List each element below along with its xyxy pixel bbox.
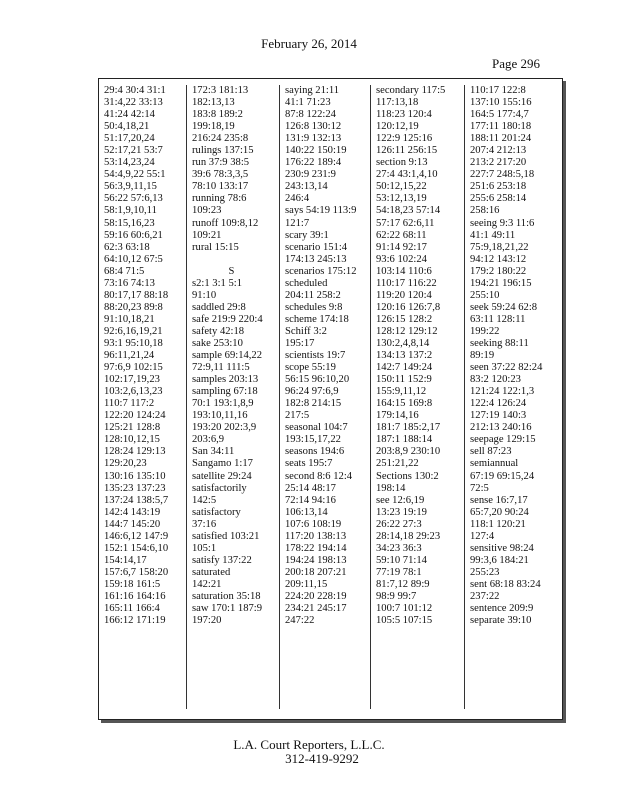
index-line: 41:1 71:23 bbox=[285, 97, 331, 109]
index-line: scientists 19:7 bbox=[285, 350, 346, 362]
index-line: 172:3 181:13 bbox=[192, 85, 249, 96]
index-line: 142:5 bbox=[192, 494, 217, 506]
index-line: 64:10,12 67:5 bbox=[104, 253, 163, 265]
index-line: 27:4 43:1,4,10 bbox=[376, 169, 438, 181]
index-line bbox=[192, 254, 279, 266]
index-line: 93:6 102:24 bbox=[376, 253, 427, 265]
index-line: sense 16:7,17 bbox=[470, 494, 528, 506]
index-line: 247:22 bbox=[285, 615, 315, 627]
index-line: 159:18 161:5 bbox=[104, 578, 161, 590]
index-line: seeking 88:11 bbox=[470, 337, 529, 349]
index-line: 122:20 124:24 bbox=[104, 410, 166, 422]
index-line: 130:16 135:10 bbox=[104, 470, 166, 482]
index-line: schedules 9:8 bbox=[285, 301, 343, 313]
index-line: 120:12,19 bbox=[376, 121, 419, 133]
index-line: 188:11 201:24 bbox=[470, 133, 532, 145]
index-line: 161:16 164:16 bbox=[104, 590, 166, 602]
index-line: 34:23 36:3 bbox=[376, 542, 422, 554]
index-line: 199:18,19 bbox=[192, 121, 235, 133]
index-line: 93:1 95:10,18 bbox=[104, 337, 163, 349]
index-line: 144:7 145:20 bbox=[104, 518, 161, 530]
index-line: satisfied 103:21 bbox=[192, 530, 260, 542]
index-line: 37:16 bbox=[192, 518, 217, 530]
index-line: 72:14 94:16 bbox=[285, 494, 336, 506]
index-line: seen 37:22 82:24 bbox=[470, 362, 543, 374]
index-line: 213:2 217:20 bbox=[470, 157, 527, 169]
index-line: 107:6 108:19 bbox=[285, 518, 342, 530]
index-line: 88:20,23 89:8 bbox=[104, 301, 163, 313]
index-line: 230:9 231:9 bbox=[285, 169, 336, 181]
index-line: 126:15 128:2 bbox=[376, 313, 433, 325]
index-line: 137:10 155:16 bbox=[470, 97, 532, 109]
index-line: 182:8 214:15 bbox=[285, 398, 342, 410]
index-line: 65:7,20 90:24 bbox=[470, 506, 529, 518]
index-line: 28:14,18 29:23 bbox=[376, 530, 441, 542]
index-line: scheme 174:18 bbox=[285, 313, 349, 325]
index-line: 121:7 bbox=[285, 217, 310, 229]
index-line: 56:15 96:10,20 bbox=[285, 374, 350, 386]
index-line: 59:16 60:6,21 bbox=[104, 229, 163, 241]
index-line: second 8:6 12:4 bbox=[285, 470, 353, 482]
index-line: 92:6,16,19,21 bbox=[104, 325, 163, 337]
index-line: 39:6 78:3,3,5 bbox=[192, 169, 249, 181]
index-line: 26:22 27:3 bbox=[376, 518, 422, 530]
index-line: 63:11 128:11 bbox=[470, 313, 526, 325]
index-line: 29:4 30:4 31:1 bbox=[104, 85, 166, 96]
index-line: 131:9 132:13 bbox=[285, 133, 342, 145]
index-line: 67:19 69:15,24 bbox=[470, 470, 535, 482]
index-line: 183:8 189:2 bbox=[192, 109, 243, 121]
index-line: 83:2 120:23 bbox=[470, 374, 521, 386]
index-line: 96:24 97:6,9 bbox=[285, 386, 339, 398]
index-line: 51:17,20,24 bbox=[104, 133, 155, 145]
index-line: 53:12,13,19 bbox=[376, 193, 427, 205]
index-line: 105:1 bbox=[192, 542, 217, 554]
index-line: 155:9,11,12 bbox=[376, 386, 427, 398]
index-line: 130:2,4,8,14 bbox=[376, 337, 430, 349]
index-line: 100:7 101:12 bbox=[376, 603, 433, 615]
index-line: 199:22 bbox=[470, 325, 500, 337]
index-line: running 78:6 bbox=[192, 193, 247, 205]
index-column-1 bbox=[99, 85, 186, 709]
index-line: 99:3,6 184:21 bbox=[470, 554, 529, 566]
index-line: 59:10 71:14 bbox=[376, 554, 427, 566]
index-line: 53:14,23,24 bbox=[104, 157, 155, 169]
index-line: 126:8 130:12 bbox=[285, 121, 342, 133]
index-line: 216:24 235:8 bbox=[192, 133, 249, 145]
footer bbox=[0, 738, 618, 766]
index-line: 91:10,18,21 bbox=[104, 313, 155, 325]
index-line: rural 15:15 bbox=[192, 241, 239, 253]
index-line: 178:22 194:14 bbox=[285, 542, 347, 554]
index-line: 127:19 140:3 bbox=[470, 410, 527, 422]
index-line: 80:17,17 88:18 bbox=[104, 289, 169, 301]
index-line: 117:20 138:13 bbox=[285, 530, 347, 542]
index-line: scenarios 175:12 bbox=[285, 265, 357, 277]
index-line: 62:22 68:11 bbox=[376, 229, 427, 241]
index-line: 237:22 bbox=[470, 590, 500, 602]
index-line: says 54:19 113:9 bbox=[285, 205, 357, 217]
index-line: 193:20 202:3,9 bbox=[192, 422, 257, 434]
index-line: 129:20,23 bbox=[104, 458, 147, 470]
index-line: semiannual bbox=[470, 458, 519, 470]
index-line: 122:9 125:16 bbox=[376, 133, 433, 145]
index-line: 194:24 198:13 bbox=[285, 554, 347, 566]
index-line: 152:1 154:6,10 bbox=[104, 542, 169, 554]
index-line: saturation 35:18 bbox=[192, 590, 261, 602]
index-line: 128:10,12,15 bbox=[104, 434, 160, 446]
index-line: 227:7 248:5,18 bbox=[470, 169, 535, 181]
index-line: seeing 9:3 11:6 bbox=[470, 217, 535, 229]
index-line: 142:4 143:19 bbox=[104, 506, 161, 518]
index-line: 72:9,11 111:5 bbox=[192, 362, 250, 374]
index-line: 94:12 143:12 bbox=[470, 253, 527, 265]
index-line: scary 39:1 bbox=[285, 229, 329, 241]
index-line: secondary 117:5 bbox=[376, 85, 446, 96]
index-line: sake 253:10 bbox=[192, 337, 243, 349]
index-line: 50:4,18,21 bbox=[104, 121, 150, 133]
index-line: 91:10 bbox=[192, 289, 217, 301]
index-line: 13:23 19:19 bbox=[376, 506, 427, 518]
index-column-4 bbox=[370, 85, 464, 709]
index-line: 146:6,12 147:9 bbox=[104, 530, 169, 542]
index-line: 193:15,17,22 bbox=[285, 434, 341, 446]
index-line: 177:11 180:18 bbox=[470, 121, 532, 133]
index-line: seasons 194:6 bbox=[285, 446, 345, 458]
index-line: safe 219:9 220:4 bbox=[192, 313, 263, 325]
index-line: 140:22 150:19 bbox=[285, 145, 347, 157]
index-line: saw 170:1 187:9 bbox=[192, 603, 263, 615]
index-line: 194:21 196:15 bbox=[470, 277, 532, 289]
index-line: 125:21 128:8 bbox=[104, 422, 161, 434]
index-line: San 34:11 bbox=[192, 446, 235, 458]
index-line: 77:19 78:1 bbox=[376, 566, 422, 578]
index-line: 187:1 188:14 bbox=[376, 434, 433, 446]
index-line: Sangamo 1:17 bbox=[192, 458, 253, 470]
index-line: 52:17,21 53:7 bbox=[104, 145, 163, 157]
index-line: sell 87:23 bbox=[470, 446, 512, 458]
index-line: satisfactory bbox=[192, 506, 241, 518]
index-column-2 bbox=[186, 85, 279, 709]
index-line: 174:13 245:13 bbox=[285, 253, 347, 265]
index-line: 204:11 258:2 bbox=[285, 289, 341, 301]
index-line: 50:12,15,22 bbox=[376, 181, 427, 193]
index-line: sent 68:18 83:24 bbox=[470, 578, 541, 590]
index-line: 117:13,18 bbox=[376, 97, 419, 109]
index-line: scope 55:19 bbox=[285, 362, 336, 374]
index-line: 207:4 212:13 bbox=[470, 145, 527, 157]
index-line: seats 195:7 bbox=[285, 458, 333, 470]
index-line: 128:12 129:12 bbox=[376, 325, 438, 337]
index-line: 118:1 120:21 bbox=[470, 518, 526, 530]
index-line: 41:24 42:14 bbox=[104, 109, 155, 121]
index-line: saying 21:11 bbox=[285, 85, 340, 96]
index-line: 78:10 133:17 bbox=[192, 181, 249, 193]
index-line: 126:11 256:15 bbox=[376, 145, 438, 157]
index-line: 109:21 bbox=[192, 229, 222, 241]
index-line: samples 203:13 bbox=[192, 374, 259, 386]
index-line: 68:4 71:5 bbox=[104, 265, 145, 277]
index-line: 118:23 120:4 bbox=[376, 109, 432, 121]
index-line: 73:16 74:13 bbox=[104, 277, 155, 289]
footer-phone: 312-419-9292 bbox=[285, 751, 359, 766]
index-line: see 12:6,19 bbox=[376, 494, 425, 506]
index-line: saturated bbox=[192, 566, 231, 578]
index-line: 102:17,19,23 bbox=[104, 374, 160, 386]
index-line: Sections 130:2 bbox=[376, 470, 439, 482]
index-line: saddled 29:8 bbox=[192, 301, 246, 313]
index-line: 203:6,9 bbox=[192, 434, 225, 446]
index-line: 70:1 193:1,8,9 bbox=[192, 398, 254, 410]
page-number: Page 296 bbox=[491, 56, 540, 71]
index-line: sampling 67:18 bbox=[192, 386, 258, 398]
index-line: 41:1 49:11 bbox=[470, 229, 516, 241]
index-line: 54:18,23 57:14 bbox=[376, 205, 441, 217]
index-line: 31:4,22 33:13 bbox=[104, 97, 163, 109]
index-line: 164:5 177:4,7 bbox=[470, 109, 529, 121]
index-line: seasonal 104:7 bbox=[285, 422, 348, 434]
index-line: 197:20 bbox=[192, 615, 222, 627]
index-line: 193:10,11,16 bbox=[192, 410, 248, 422]
index-line: 243:13,14 bbox=[285, 181, 328, 193]
index-line: 137:24 138:5,7 bbox=[104, 494, 169, 506]
index-line: section 9:13 bbox=[376, 157, 428, 169]
index-line: safety 42:18 bbox=[192, 325, 245, 337]
index-line: 75:9,18,21,22 bbox=[470, 241, 529, 253]
index-line: 62:3 63:18 bbox=[104, 241, 150, 253]
index-line: rulings 137:15 bbox=[192, 145, 254, 157]
index-line: 110:17 116:22 bbox=[376, 277, 437, 289]
index-line: 246:4 bbox=[285, 193, 310, 205]
index-line: 182:13,13 bbox=[192, 97, 235, 109]
index-line: 58:1,9,10,11 bbox=[104, 205, 157, 217]
index-line: sensitive 98:24 bbox=[470, 542, 534, 554]
index-line: 119:20 120:4 bbox=[376, 289, 432, 301]
index-line: 57:17 62:6,11 bbox=[376, 217, 435, 229]
index-line: 98:9 99:7 bbox=[376, 590, 417, 602]
index-line: run 37:9 38:5 bbox=[192, 157, 250, 169]
index-line: 128:24 129:13 bbox=[104, 446, 166, 458]
index-line: 121:24 122:1,3 bbox=[470, 386, 535, 398]
index-line: 255:23 bbox=[470, 566, 500, 578]
index-line: 96:11,21,24 bbox=[104, 350, 155, 362]
index-line: 200:18 207:21 bbox=[285, 566, 347, 578]
index-line: 154:14,17 bbox=[104, 554, 147, 566]
index-frame bbox=[98, 78, 563, 720]
index-line: satisfy 137:22 bbox=[192, 554, 252, 566]
index-line: 150:11 152:9 bbox=[376, 374, 432, 386]
index-line: 255:10 bbox=[470, 289, 500, 301]
index-line: 120:16 126:7,8 bbox=[376, 301, 441, 313]
index-line: 58:15,16,23 bbox=[104, 217, 155, 229]
index-line: 122:4 126:24 bbox=[470, 398, 527, 410]
index-line: runoff 109:8,12 bbox=[192, 217, 259, 229]
index-line: seepage 129:15 bbox=[470, 434, 536, 446]
index-line: scheduled bbox=[285, 277, 328, 289]
index-line: 212:13 240:16 bbox=[470, 422, 532, 434]
header-date: February 26, 2014 bbox=[261, 36, 357, 51]
index-line: 56:3,9,11,15 bbox=[104, 181, 157, 193]
index-line: 166:12 171:19 bbox=[104, 615, 166, 627]
index-line: 56:22 57:6,13 bbox=[104, 193, 163, 205]
index-line: 234:21 245:17 bbox=[285, 603, 347, 615]
index-line: 91:14 92:17 bbox=[376, 241, 427, 253]
index-line: 165:11 166:4 bbox=[104, 603, 160, 615]
index-line: 181:7 185:2,17 bbox=[376, 422, 441, 434]
index-line: 198:14 bbox=[376, 482, 406, 494]
index-line: 217:5 bbox=[285, 410, 310, 422]
index-line: 87:8 122:24 bbox=[285, 109, 336, 121]
index-line: satisfactorily bbox=[192, 482, 247, 494]
index-line: 157:6,7 158:20 bbox=[104, 566, 169, 578]
index-line: 103:14 110:6 bbox=[376, 265, 432, 277]
index-line: 103:2,6,13,23 bbox=[104, 386, 163, 398]
index-line: 81:7,12 89:9 bbox=[376, 578, 430, 590]
index-line: 134:13 137:2 bbox=[376, 350, 433, 362]
index-line: s2:1 3:1 5:1 bbox=[192, 277, 243, 289]
index-line: scenario 151:4 bbox=[285, 241, 348, 253]
index-line: 109:23 bbox=[192, 205, 222, 217]
index-line: 89:19 bbox=[470, 350, 495, 362]
index-line: 179:14,16 bbox=[376, 410, 419, 422]
index-line: 142:7 149:24 bbox=[376, 362, 433, 374]
index-line: 25:14 48:17 bbox=[285, 482, 336, 494]
index-line: satellite 29:24 bbox=[192, 470, 252, 482]
index-line: sentence 209:9 bbox=[470, 603, 534, 615]
index-line: 258:16 bbox=[470, 205, 500, 217]
index-line: 97:6,9 102:15 bbox=[104, 362, 163, 374]
index-line: 106:13,14 bbox=[285, 506, 328, 518]
index-line: Schiff 3:2 bbox=[285, 325, 327, 337]
index-line: separate 39:10 bbox=[470, 615, 532, 627]
index-line: 179:2 180:22 bbox=[470, 265, 527, 277]
index-line: 164:15 169:8 bbox=[376, 398, 433, 410]
index-line: 255:6 258:14 bbox=[470, 193, 527, 205]
index-line: 127:4 bbox=[470, 530, 495, 542]
index-line: 251:6 253:18 bbox=[470, 181, 527, 193]
index-line: 54:4,9,22 55:1 bbox=[104, 169, 166, 181]
index-line: 72:5 bbox=[470, 482, 489, 494]
index-line: 209:11,15 bbox=[285, 578, 328, 590]
index-line: 135:23 137:23 bbox=[104, 482, 166, 494]
index-line: 195:17 bbox=[285, 337, 315, 349]
index-line: S bbox=[228, 265, 235, 277]
footer-company: L.A. Court Reporters, L.L.C. bbox=[233, 737, 385, 752]
index-column-3 bbox=[279, 85, 370, 709]
index-line: 203:8,9 230:10 bbox=[376, 446, 441, 458]
index-line: 142:21 bbox=[192, 578, 222, 590]
index-line: 110:17 122:8 bbox=[470, 85, 526, 96]
index-line: 176:22 189:4 bbox=[285, 157, 342, 169]
index-line: sample 69:14,22 bbox=[192, 350, 263, 362]
index-line: 251:21,22 bbox=[376, 458, 419, 470]
index-line: 105:5 107:15 bbox=[376, 615, 433, 627]
index-line: 110:7 117:2 bbox=[104, 398, 155, 410]
index-column-5 bbox=[464, 85, 562, 709]
index-line: seek 59:24 62:8 bbox=[470, 301, 538, 313]
index-line: 224:20 228:19 bbox=[285, 590, 347, 602]
